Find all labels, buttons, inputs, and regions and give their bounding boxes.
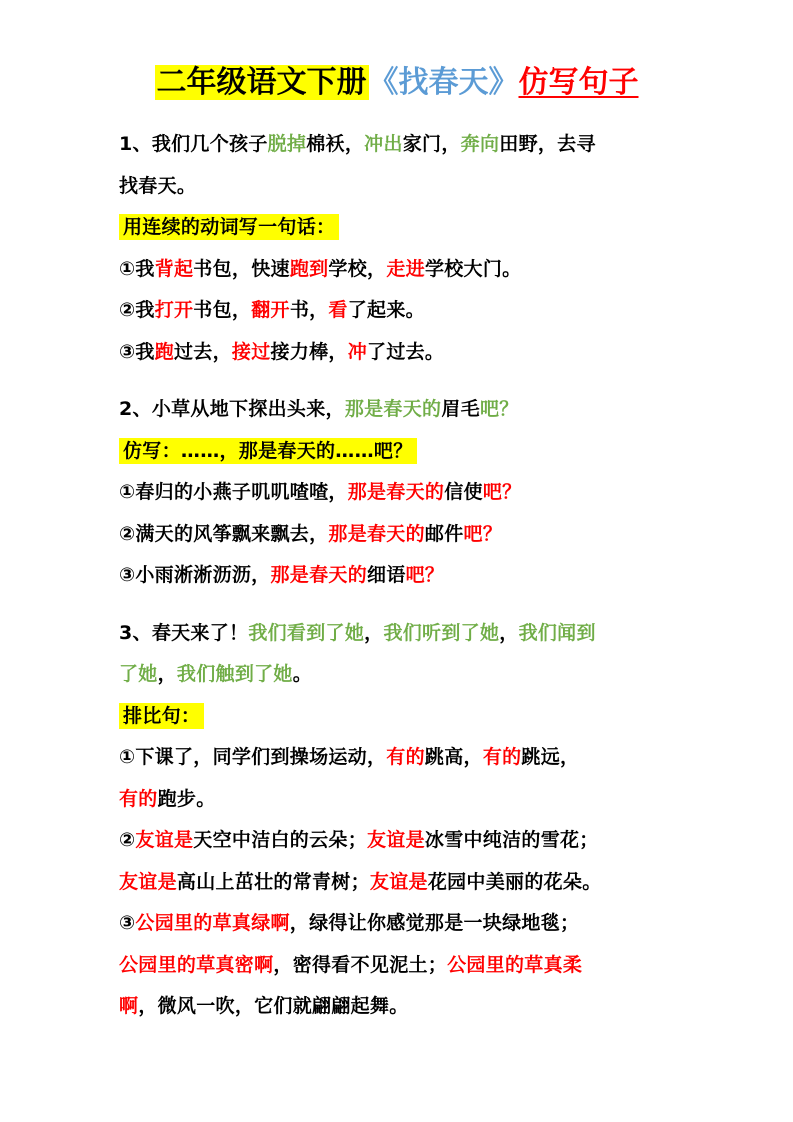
example-line [119, 986, 689, 1028]
example-line [119, 737, 689, 779]
text-run: ③小雨淅淅沥沥， [119, 564, 271, 586]
red-keyword: 有的 [386, 746, 425, 768]
red-keyword: 接过 [231, 340, 271, 363]
green-keyword: 了她 [119, 663, 158, 685]
section-2 [119, 389, 689, 597]
text-run: 书包，快速 [193, 257, 290, 280]
text-run: 接力棒， [270, 340, 348, 363]
sentence-line [119, 613, 689, 655]
text-run: ， [499, 621, 519, 644]
example-line [119, 555, 689, 597]
text-run: 3、春天来了！ [119, 621, 249, 644]
green-keyword: 我们听到了她 [383, 621, 500, 644]
red-keyword: 跑 [154, 340, 174, 363]
red-keyword: 友谊是 [367, 829, 425, 851]
red-keyword: 看 [328, 299, 348, 321]
red-keyword: 友谊是 [369, 870, 428, 893]
text-run: ，密得看不见泥土； [273, 953, 448, 976]
text-run: ② [119, 829, 136, 851]
example-line [119, 332, 689, 374]
text-run: 细语 [367, 564, 406, 586]
example-line [119, 820, 689, 862]
red-keyword: 打开 [154, 299, 194, 321]
text-run: 跳远， [521, 746, 580, 768]
red-keyword: 吧？ [405, 564, 445, 586]
title-topic-text: 仿写句子 [518, 65, 639, 100]
text-run: 邮件 [424, 522, 464, 545]
green-keyword: 我们看到了她 [248, 621, 365, 644]
text-run: 学校， [328, 257, 387, 280]
sentence-line [119, 654, 689, 696]
exercise-label [119, 431, 689, 473]
page-title [0, 60, 793, 106]
text-run: 眉毛 [441, 398, 480, 420]
text-run: 2、小草从地下探出头来， [119, 398, 345, 420]
title-lesson-text: 《找春天》 [368, 65, 519, 100]
text-run: 书包， [193, 299, 252, 321]
section-3 [119, 613, 689, 1028]
red-keyword: 公园里的草真绿啊 [135, 912, 290, 934]
text-run: ①下课了，同学们到操场运动， [119, 746, 387, 768]
red-keyword: 友谊是 [135, 829, 194, 851]
green-keyword: 吧？ [479, 398, 519, 420]
red-keyword: 有的 [119, 787, 158, 810]
text-run: 过去， [174, 340, 232, 363]
example-line [119, 514, 689, 556]
text-run: ②我 [119, 299, 155, 321]
document-body [119, 124, 689, 1028]
red-keyword: 友谊是 [119, 870, 177, 893]
text-run: 冰雪中纯洁的雪花； [424, 829, 599, 851]
section-1 [119, 124, 689, 373]
text-run: 学校大门。 [424, 257, 522, 280]
text-run: 天空中洁白的云朵； [193, 829, 367, 851]
text-run: 了起来。 [347, 299, 425, 321]
red-keyword: 翻开 [251, 299, 290, 321]
green-keyword: 我们闻到 [518, 621, 596, 644]
text-run: 1、我们几个孩子 [119, 133, 268, 155]
sentence-line [119, 124, 689, 166]
section-gap [119, 597, 689, 613]
exercise-label [119, 207, 689, 249]
text-run: 。 [292, 663, 313, 685]
text-run: ， [364, 621, 384, 644]
text-run: 家门， [402, 133, 461, 155]
example-line [119, 903, 689, 945]
red-keyword: 公园里的草真柔 [447, 953, 583, 976]
sentence-line [119, 389, 689, 431]
example-line [119, 290, 689, 332]
text-run: ，绿得让你感觉那是一块绿地毯； [289, 912, 580, 934]
green-keyword: 冲出 [364, 133, 403, 155]
example-line [119, 862, 689, 904]
red-keyword: 公园里的草真密啊 [119, 953, 274, 976]
green-keyword: 奔向 [460, 133, 500, 155]
text-run: 田野，去寻 [499, 133, 596, 155]
red-keyword: 那是春天的 [270, 564, 368, 586]
text-run: ①春归的小燕子叽叽喳喳， [119, 481, 348, 503]
red-keyword: 吧？ [482, 481, 522, 503]
text-run: ③ [119, 912, 136, 934]
green-keyword: 脱掉 [267, 133, 307, 155]
text-run: ③我 [119, 340, 155, 363]
green-keyword: 那是春天的 [344, 398, 442, 420]
red-keyword: 走进 [386, 257, 425, 280]
red-keyword: 啊 [119, 995, 139, 1017]
red-keyword: 有的 [482, 746, 522, 768]
text-run: 跳高， [424, 746, 483, 768]
title-grade-text: 二年级语文下册 [156, 65, 367, 100]
section-gap [119, 373, 689, 389]
red-keyword: 那是春天的 [347, 481, 445, 503]
text-run: ， [157, 663, 177, 685]
exercise-label [119, 696, 689, 738]
text-run: ，微风一吹，它们就翩翩起舞。 [138, 995, 409, 1017]
text-run: 书， [289, 299, 329, 321]
example-line [119, 945, 689, 987]
text-run: 高山上茁壮的常青树； [176, 870, 370, 893]
text-run: 跑步。 [157, 787, 216, 810]
example-line [119, 779, 689, 821]
example-line [119, 249, 689, 291]
highlight-label: 仿写：……，那是春天的……吧？ [119, 438, 417, 464]
red-keyword: 那是春天的 [328, 522, 425, 545]
text-run: ②满天的风筝飘来飘去， [119, 522, 329, 545]
example-line [119, 472, 689, 514]
text-run: 信使 [444, 481, 483, 503]
text-run: 棉袄， [306, 133, 365, 155]
highlight-label: 排比句： [119, 703, 204, 729]
green-keyword: 我们触到了她 [176, 663, 293, 685]
text-run: ①我 [119, 257, 155, 280]
text-run: 找春天。 [119, 174, 197, 197]
highlight-label: 用连续的动词写一句话： [119, 214, 339, 240]
red-keyword: 背起 [154, 257, 194, 280]
red-keyword: 跑到 [289, 257, 329, 280]
red-keyword: 冲 [347, 340, 368, 363]
red-keyword: 吧？ [463, 522, 503, 545]
sentence-line [119, 166, 689, 208]
text-run: 花园中美丽的花朵。 [427, 870, 602, 893]
text-run: 了过去。 [367, 340, 445, 363]
